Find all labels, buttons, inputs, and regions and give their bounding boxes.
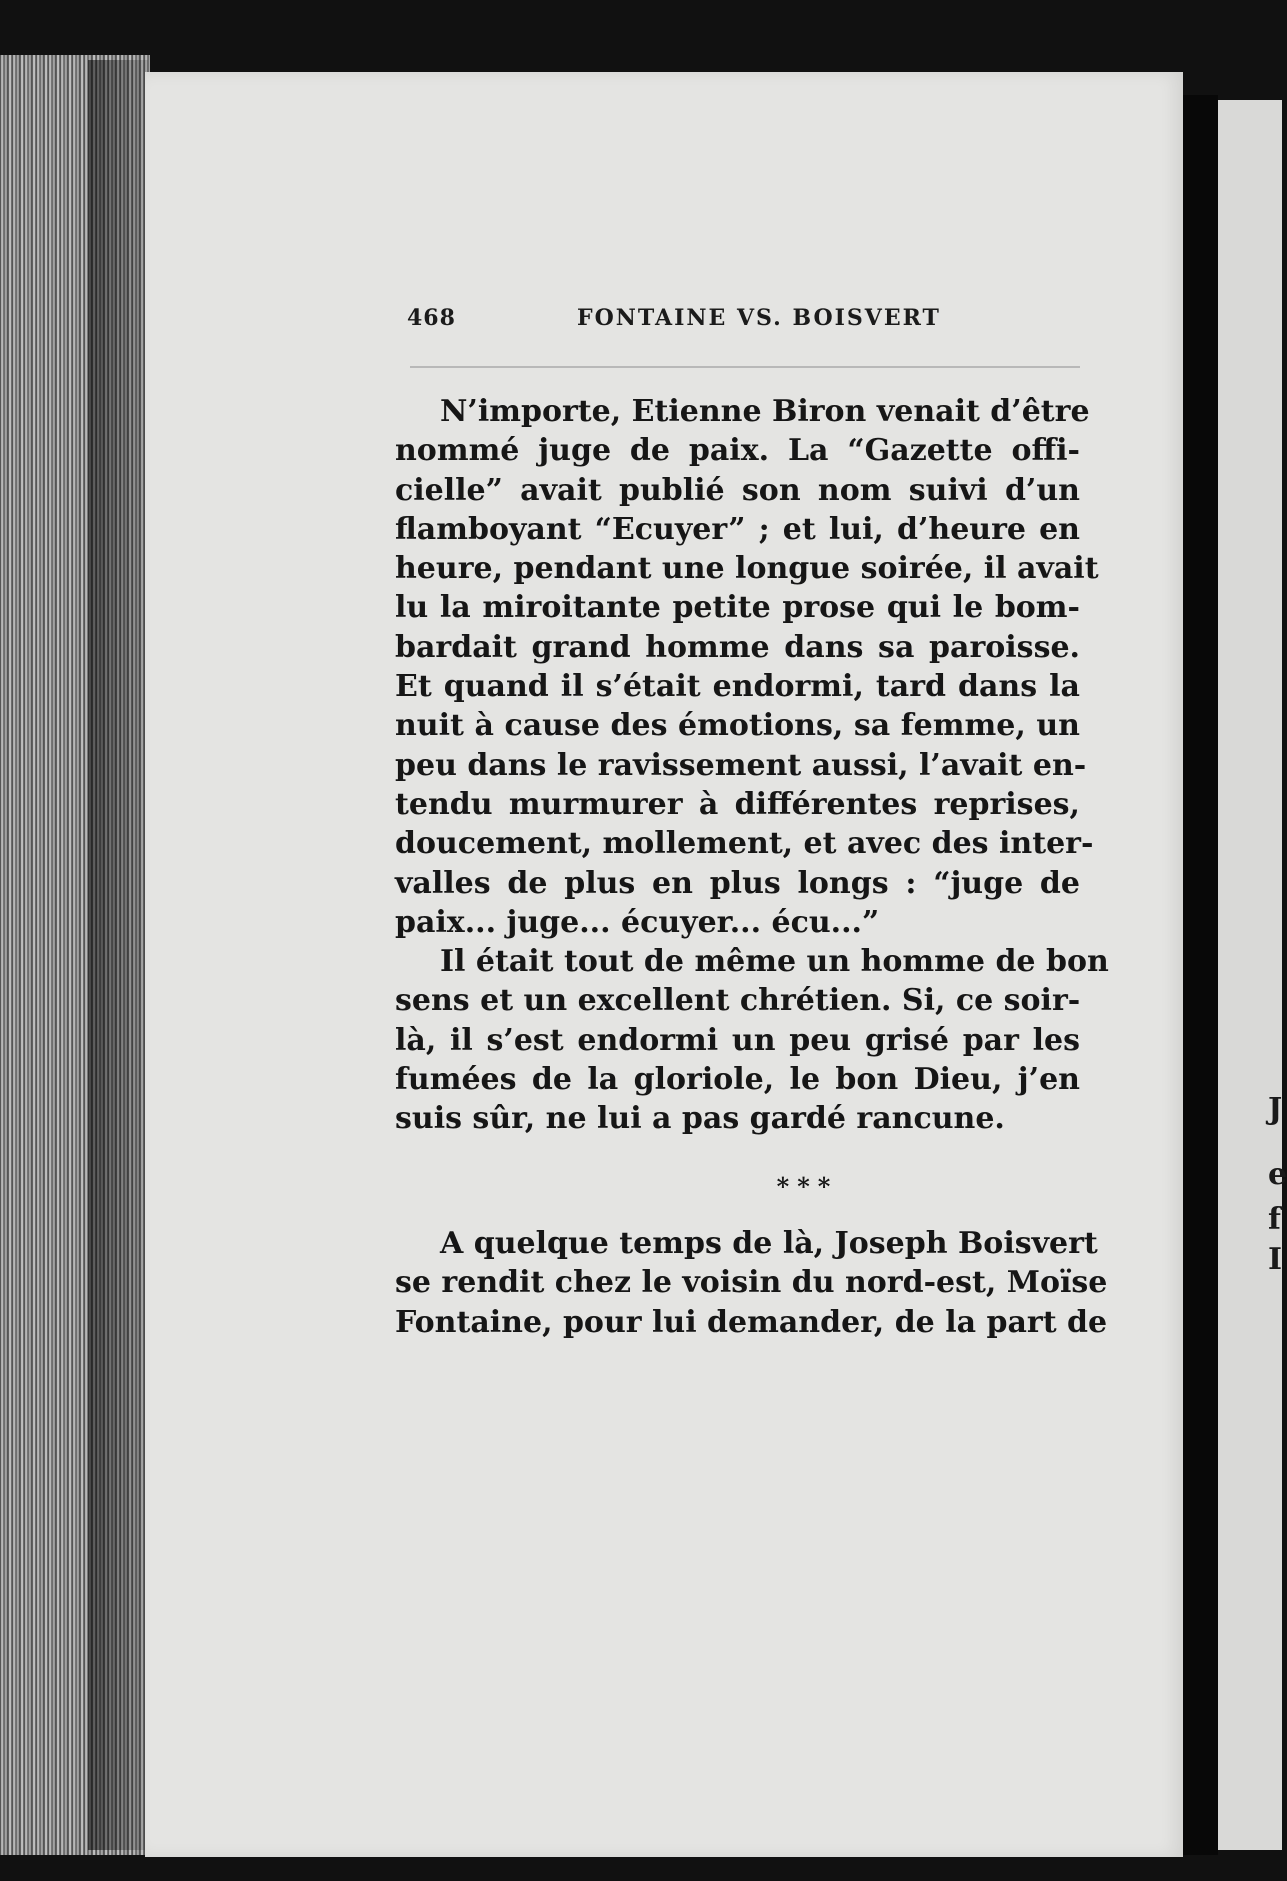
text-line: tendu murmurer à différentes reprises, (395, 786, 1080, 822)
body-text (395, 392, 1109, 1342)
text-line: fumées de la gloriole, le bon Dieu, j’en (395, 1062, 1080, 1098)
text-line: Fontaine, pour lui demander, de la part de (395, 1304, 1108, 1340)
running-head (407, 305, 1047, 345)
text-line: là, il s’est endormi un peu grisé par les (395, 1022, 1080, 1058)
facing-page-letter: I (1268, 1242, 1283, 1277)
page-number: 468 (407, 305, 456, 331)
paragraph (395, 942, 1109, 1138)
text-line: heure, pendant une longue soirée, il avait (395, 551, 1099, 587)
text-line: N’importe, Etienne Biron venait d’être (440, 394, 1090, 429)
paragraph (395, 392, 1099, 942)
text-line: lu la miroitante petite prose qui le bom- (395, 590, 1080, 626)
text-line: nuit à cause des émotions, sa femme, un (395, 708, 1080, 744)
text-line: sens et un excellent chrétien. Si, ce soir- (395, 983, 1081, 1019)
text-line: Il était tout de même un homme de bon (440, 944, 1109, 980)
page-edges-shadow (88, 60, 148, 1850)
section-separator: *** (776, 1171, 839, 1201)
text-line: se rendit chez le voisin du nord-est, Moïse (395, 1265, 1108, 1301)
book-gutter (1183, 95, 1218, 1855)
running-title: FONTAINE VS. BOISVERT (577, 305, 941, 331)
text-line: paix... juge... écuyer... écu...” (395, 904, 880, 940)
paragraph (395, 1224, 1108, 1342)
text-line: flamboyant “Ecuyer” ; et lui, d’heure en (395, 511, 1080, 547)
header-rule (410, 366, 1080, 368)
facing-page (1218, 100, 1282, 1850)
text-line: A quelque temps de là, Joseph Boisvert (440, 1225, 1098, 1261)
text-line: bardait grand homme dans sa paroisse. (395, 629, 1080, 665)
facing-page-letter: J (1268, 1092, 1283, 1127)
text-line: peu dans le ravissement aussi, l’avait en- (395, 747, 1087, 783)
facing-page-letter: f (1268, 1202, 1281, 1237)
text-line: suis sûr, ne lui a pas gardé rancune. (395, 1101, 1005, 1137)
text-line: valles de plus en plus longs : “juge de (395, 865, 1080, 901)
text-line: cielle” avait publié son nom suivi d’un (395, 472, 1080, 508)
text-line: doucement, mollement, et avec des inter- (395, 826, 1094, 862)
facing-page-letter: e (1268, 1157, 1287, 1192)
text-line: nommé juge de paix. La “Gazette offi- (395, 433, 1080, 469)
text-line: Et quand il s’était endormi, tard dans la (395, 669, 1080, 705)
